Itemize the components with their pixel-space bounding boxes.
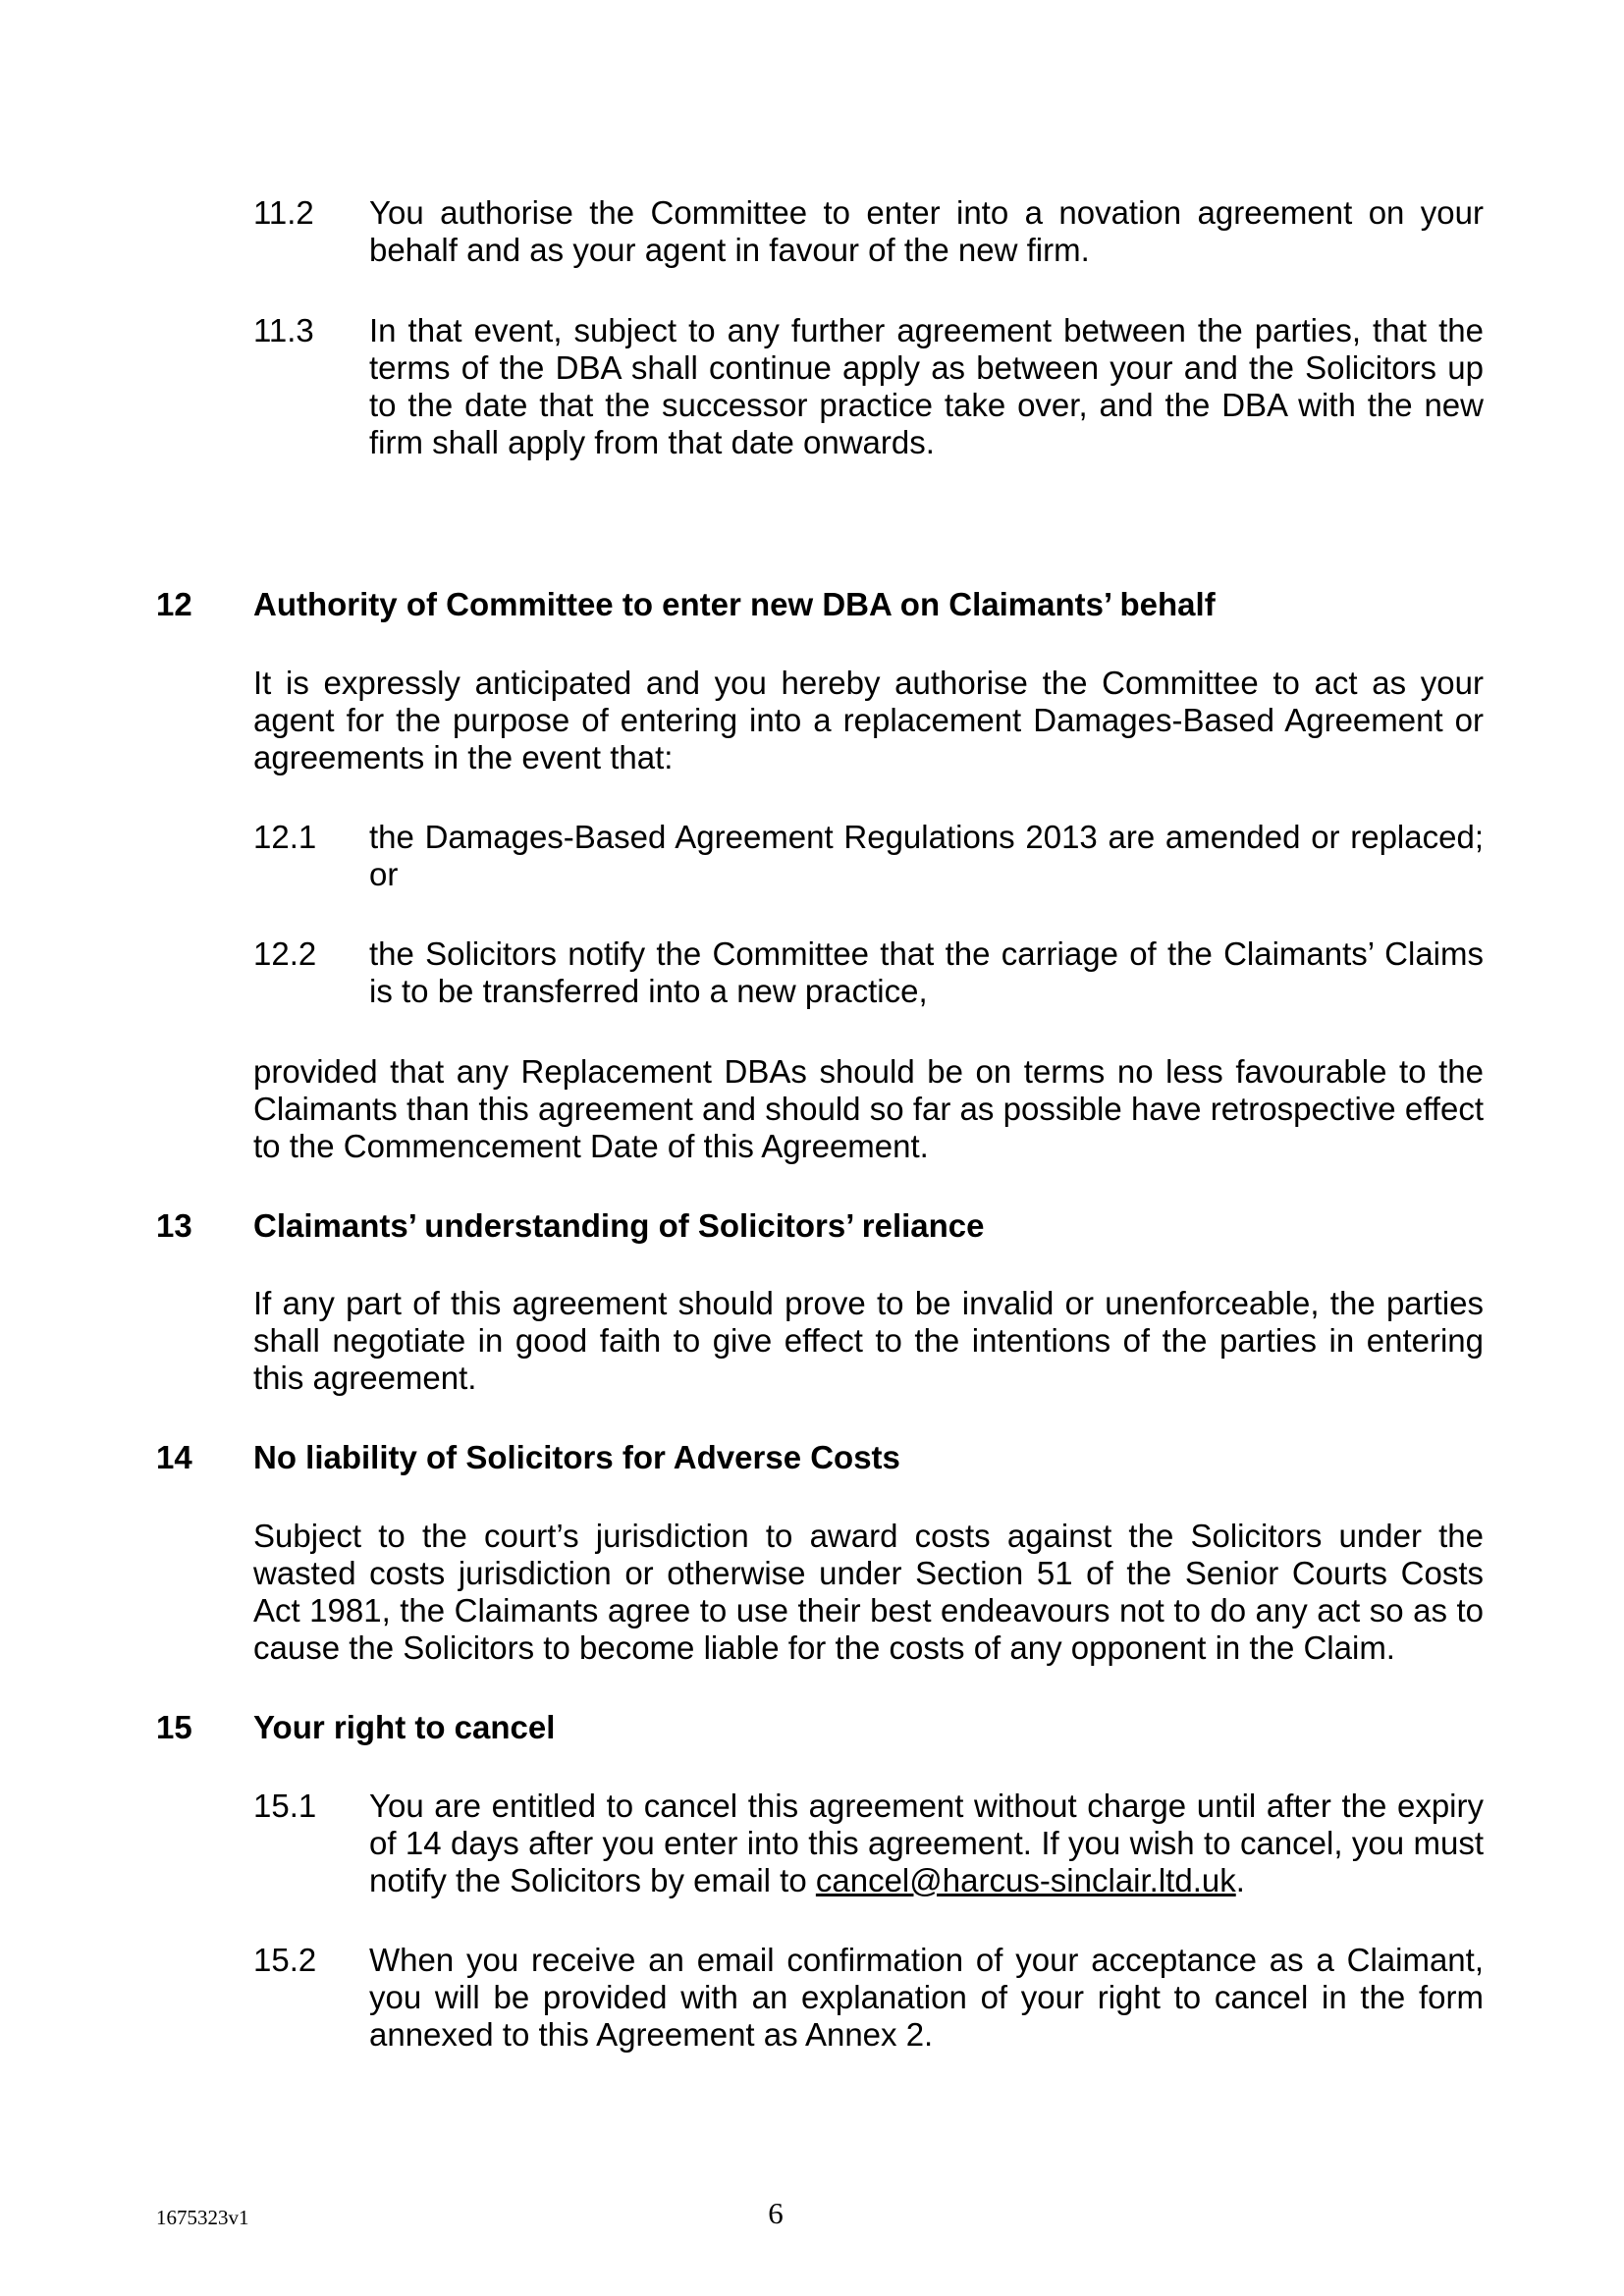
section-title: Your right to cancel [253, 1709, 556, 1745]
section-number: 13 [156, 1207, 192, 1244]
clause-number: 15.2 [253, 1942, 317, 1978]
section-13-text: If any part of this agreement should prove to be invalid or unenforceable, the parties shall negotiate in good faith to give effect to the intentions of the parties in entering this agreement. [253, 1285, 1484, 1396]
clause-text-after: . [1235, 1862, 1245, 1898]
section-12-intro: It is expressly anticipated and you hereby authorise the Committee to act as your agent for the purpose of entering into a replacement Damages-Based Agreement or agreements in the event that: [253, 665, 1484, 775]
cancel-email-link[interactable]: cancel@harcus-sinclair.ltd.uk [815, 1862, 1236, 1898]
clause-number: 12.2 [253, 935, 317, 972]
clause-text: In that event, subject to any further agreement between the parties, that the terms of the DBA shall continue apply as between your and the Solicitors up to the date that the successor practice take over, and the DBA with the new firm shall apply from that date onwards. [369, 312, 1484, 460]
clause-number: 11.2 [253, 194, 314, 231]
section-number: 12 [156, 586, 192, 622]
clause-text-before: You are entitled to cancel this agreement without charge until after the expiry of 14 days after you enter into this agreement. If you wish to cancel, you must notify the Solicitors by email to [369, 1788, 1484, 1898]
section-title: Authority of Committee to enter new DBA on Claimants’ behalf [253, 586, 1216, 622]
clause-text: You authorise the Committee to enter into a novation agreement on your behalf and as your agent in favour of the new firm. [369, 194, 1484, 268]
section-number: 15 [156, 1709, 192, 1745]
clause-number: 12.1 [253, 819, 317, 855]
clause-text [369, 1788, 1484, 1899]
section-12-proviso: provided that any Replacement DBAs should be on terms no less favourable to the Claimants than this agreement and should so far as possible have retrospective effect to the Commencement Date of this Agreement. [253, 1053, 1484, 1164]
document-reference: 1675323v1 [156, 2206, 249, 2229]
section-number: 14 [156, 1439, 192, 1475]
section-title: No liability of Solicitors for Adverse Costs [253, 1439, 900, 1475]
clause-text: the Damages-Based Agreement Regulations 2013 are amended or replaced; or [369, 819, 1484, 892]
page-number: 6 [768, 2196, 784, 2230]
clause-number: 11.3 [253, 312, 314, 348]
clause-number: 15.1 [253, 1788, 317, 1824]
section-title: Claimants’ understanding of Solicitors’ reliance [253, 1207, 985, 1244]
clause-text: When you receive an email confirmation of your acceptance as a Claimant, you will be provided with an explanation of your right to cancel in the form annexed to this Agreement as Annex 2. [369, 1942, 1484, 2053]
clause-text: the Solicitors notify the Committee that the carriage of the Claimants’ Claims is to be transferred into a new practice, [369, 935, 1484, 1009]
section-14-text: Subject to the court’s jurisdiction to award costs against the Solicitors under the wasted costs jurisdiction or otherwise under Section 51 of the Senior Courts Costs Act 1981, the Claimants agree to use their best endeavours not to do any act so as to cause the Solicitors to become liable for the costs of any opponent in the Claim. [253, 1518, 1484, 1666]
